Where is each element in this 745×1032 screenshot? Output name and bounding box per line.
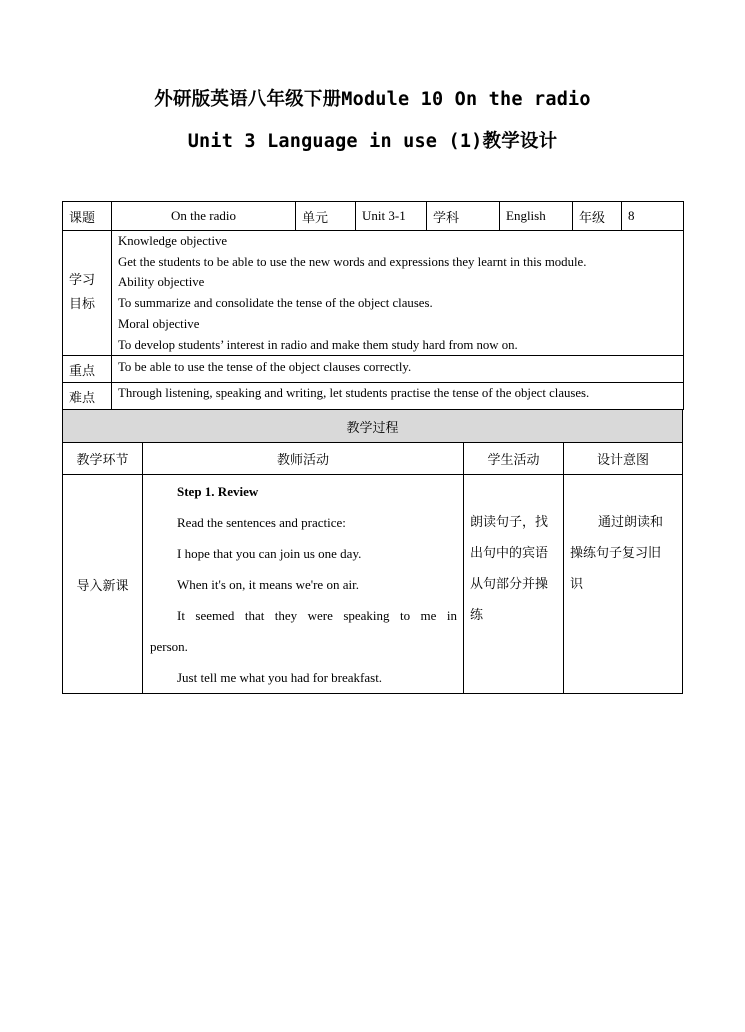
- header-design-intent: 设计意图: [564, 443, 683, 475]
- unit-value: Unit 3-1: [356, 202, 427, 231]
- activity-line: When it's on, it means we're on air.: [177, 577, 359, 592]
- activity-line: It seemed that they were speaking to me in: [177, 608, 457, 623]
- objectives-label: 学习 目标: [63, 231, 112, 356]
- unit-label: 单元: [296, 202, 356, 231]
- process-band-title: 教学过程: [63, 410, 683, 443]
- teaching-process-table: [62, 409, 683, 694]
- objective-line: To summarize and consolidate the tense of the object clauses.: [118, 296, 433, 311]
- objectives-cell: [112, 231, 684, 356]
- stage-cell: 导入新课: [63, 475, 143, 694]
- grade-label: 年级: [573, 202, 622, 231]
- difficulty-label: 难点: [63, 383, 112, 410]
- teacher-activity-cell: [143, 475, 464, 694]
- document-title: 外研版英语八年级下册Module 10 On the radio: [154, 89, 591, 110]
- header-stage: 教学环节: [63, 443, 143, 475]
- activity-line: person.: [150, 639, 188, 654]
- difficulty-value: Through listening, speaking and writing, let students practise the tense of the object clauses.: [112, 383, 684, 410]
- step-title: Step 1. Review: [177, 484, 259, 499]
- objective-line: Moral objective: [118, 316, 200, 331]
- header-teacher-activity: 教师活动: [143, 443, 464, 475]
- subject-value: English: [500, 202, 573, 231]
- activity-line: Just tell me what you had for breakfast.: [177, 670, 383, 685]
- document-subtitle: Unit 3 Language in use (1)教学设计: [187, 131, 558, 152]
- lesson-label: 课题: [63, 202, 112, 231]
- student-activity-cell: 朗读句子，找 出句中的宾语 从句部分并操 练: [464, 475, 564, 694]
- key-point-label: 重点: [63, 356, 112, 383]
- objective-line: Knowledge objective: [118, 234, 228, 248]
- objective-line: To develop students’ interest in radio and make them study hard from now on.: [118, 337, 518, 352]
- key-point-value: To be able to use the tense of the object clauses correctly.: [112, 356, 684, 383]
- header-student-activity: 学生活动: [464, 443, 564, 475]
- lesson-value: On the radio: [112, 202, 296, 231]
- grade-value: 8: [622, 202, 684, 231]
- lesson-info-table: [62, 201, 684, 410]
- design-intent-cell: 通过朗读和 操练句子复习旧 识: [564, 475, 683, 694]
- objective-line: Get the students to be able to use the new words and expressions they learnt in this module.: [118, 254, 587, 269]
- activity-line: Read the sentences and practice:: [177, 515, 346, 530]
- objective-line: Ability objective: [118, 275, 205, 290]
- activity-line: I hope that you can join us one day.: [177, 546, 362, 561]
- subject-label: 学科: [427, 202, 500, 231]
